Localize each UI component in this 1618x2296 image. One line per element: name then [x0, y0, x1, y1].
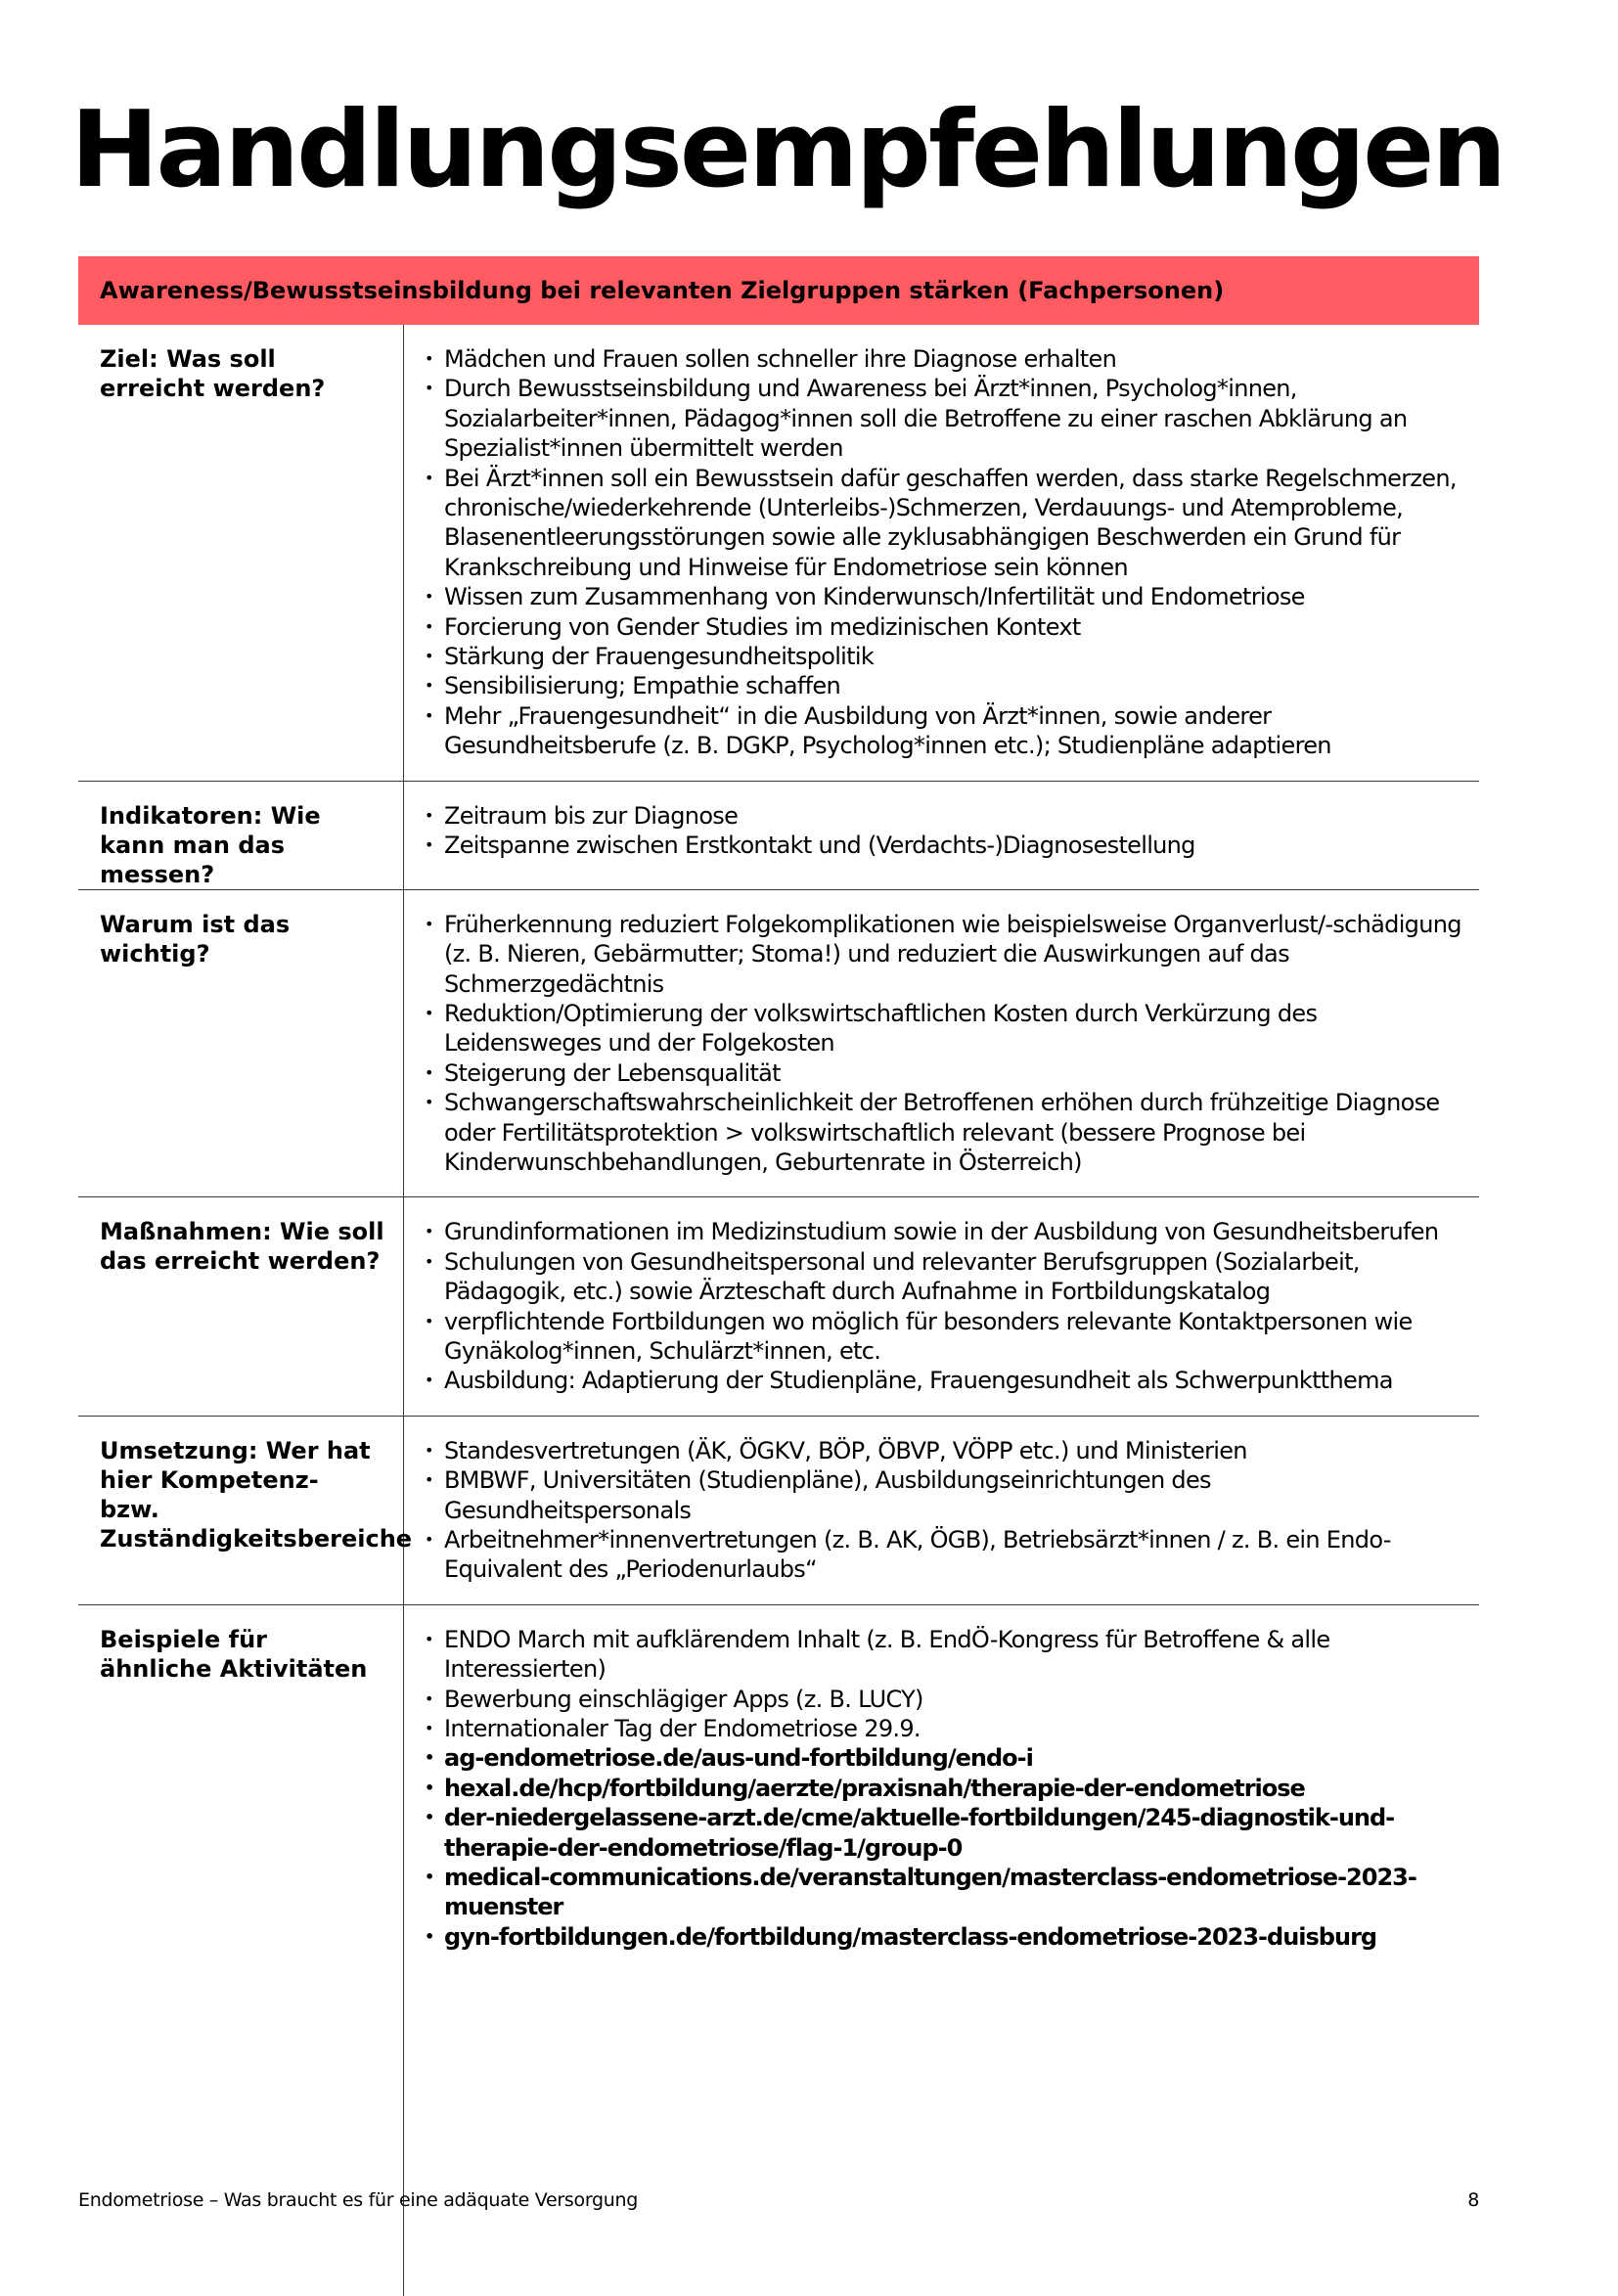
- bullet-list: [424, 1436, 1461, 1585]
- row-label: Ziel: Was soll erreicht werden?: [78, 325, 404, 781]
- table-row-warum: [78, 890, 1479, 1198]
- list-item: • Schulungen von Gesundheitspersonal und relevanter Berufsgruppen (Sozialarbeit, Pädagogik, etc.) sowie Ärzteschaft durch Aufnahme in Fortbildungskatalog: [424, 1247, 1461, 1307]
- bullet-list: [424, 1625, 1461, 1952]
- list-item: • Zeitraum bis zur Diagnose: [424, 801, 1461, 831]
- page-title: Handlungsempfehlungen: [70, 89, 1505, 211]
- row-label: Beispiele für ähnliche Aktivitäten: [78, 1605, 404, 2296]
- list-item: • Internationaler Tag der Endometriose 29.9.: [424, 1714, 1461, 1743]
- list-item: • Zeitspanne zwischen Erstkontakt und (Verdachts-)Diagnosestellung: [424, 831, 1461, 860]
- table-row-ziel: [78, 325, 1479, 782]
- list-item: • Mädchen und Frauen sollen schneller ihre Diagnose erhalten: [424, 344, 1461, 374]
- row-label: Indikatoren: Wie kann man das messen?: [78, 782, 404, 889]
- list-item: • Schwangerschaftswahrscheinlichkeit der Betroffenen erhöhen durch frühzeitige Diagnose oder Fertilitätsprotektion > volkswirtschaftlich relevant (bessere Prognose bei Kinderwunschbehandlungen, Geburtenrate in Österreich): [424, 1088, 1461, 1177]
- page-number: 8: [1467, 2189, 1479, 2211]
- list-item: • Mehr „Frauengesundheit“ in die Ausbildung von Ärzt*innen, sowie anderer Gesundheitsberufe (z. B. DGKP, Psycholog*innen etc.); Studienpläne adaptieren: [424, 701, 1461, 761]
- list-item: • Ausbildung: Adaptierung der Studienpläne, Frauengesundheit als Schwerpunktthema: [424, 1366, 1461, 1395]
- row-content: [404, 1417, 1479, 1604]
- row-content: [404, 782, 1479, 889]
- row-content: [404, 1197, 1479, 1415]
- list-item: • Früherkennung reduziert Folgekomplikationen wie beispielsweise Organverlust/-schädigung (z. B. Nieren, Gebärmutter; Stoma!) und reduziert die Auswirkungen auf das Schmerzgedächtnis: [424, 910, 1461, 999]
- list-item: • Wissen zum Zusammenhang von Kinderwunsch/Infertilität und Endometriose: [424, 582, 1461, 611]
- list-item: • Stärkung der Frauengesundheitspolitik: [424, 642, 1461, 671]
- row-label: Umsetzung: Wer hat hier Kompetenz- bzw. Zuständigkeitsbereiche: [78, 1417, 404, 1604]
- list-item: • BMBWF, Universitäten (Studienpläne), Ausbildungseinrichtungen des Gesundheitspersonals: [424, 1465, 1461, 1525]
- section-banner: Awareness/Bewusstseinsbildung bei relevanten Zielgruppen stärken (Fachpersonen): [78, 256, 1479, 325]
- page-footer: [78, 2189, 1479, 2211]
- list-item: • Grundinformationen im Medizinstudium sowie in der Ausbildung von Gesundheitsberufen: [424, 1217, 1461, 1246]
- table-row-umsetzung: [78, 1417, 1479, 1605]
- bullet-list: [424, 910, 1461, 1178]
- row-label: Warum ist das wichtig?: [78, 890, 404, 1197]
- list-item: • Forcierung von Gender Studies im medizinischen Kontext: [424, 612, 1461, 642]
- reference-link[interactable]: • der-niedergelassene-arzt.de/cme/aktuelle-fortbildungen/245-diagnostik-und-therapie-der-endometriose/flag-1/group-0: [424, 1803, 1461, 1863]
- reference-link[interactable]: • hexal.de/hcp/fortbildung/aerzte/praxisnah/therapie-der-endometriose: [424, 1774, 1461, 1803]
- bullet-list: [424, 801, 1461, 861]
- reference-link[interactable]: • medical-communications.de/veranstaltungen/masterclass-endometriose-2023-muenster: [424, 1863, 1461, 1922]
- bullet-list: [424, 344, 1461, 761]
- row-content: [404, 325, 1479, 781]
- footer-text: Endometriose – Was braucht es für eine adäquate Versorgung: [78, 2189, 638, 2211]
- list-item: • Durch Bewusstseinsbildung und Awareness bei Ärzt*innen, Psycholog*innen, Sozialarbeiter*innen, Pädagog*innen soll die Betroffene zu einer raschen Abklärung an Spezialist*innen übermittelt werden: [424, 374, 1461, 463]
- reference-link[interactable]: • gyn-fortbildungen.de/fortbildung/masterclass-endometriose-2023-duisburg: [424, 1922, 1461, 1952]
- list-item: • Standesvertretungen (ÄK, ÖGKV, BÖP, ÖBVP, VÖPP etc.) und Ministerien: [424, 1436, 1461, 1465]
- list-item: • verpflichtende Fortbildungen wo möglich für besonders relevante Kontaktpersonen wie Gynäkolog*innen, Schulärzt*innen, etc.: [424, 1307, 1461, 1367]
- table-row-indikatoren: [78, 782, 1479, 890]
- list-item: • ENDO March mit aufklärendem Inhalt (z. B. EndÖ-Kongress für Betroffene & alle Interessierten): [424, 1625, 1461, 1685]
- recommendation-table: [78, 325, 1479, 2296]
- list-item: • Bewerbung einschlägiger Apps (z. B. LUCY): [424, 1685, 1461, 1714]
- list-item: • Arbeitnehmer*innenvertretungen (z. B. AK, ÖGB), Betriebsärzt*innen / z. B. ein Endo-Equivalent des „Periodenurlaubs“: [424, 1525, 1461, 1585]
- row-content: [404, 890, 1479, 1197]
- row-label: Maßnahmen: Wie soll das erreicht werden?: [78, 1197, 404, 1415]
- table-row-massnahmen: [78, 1197, 1479, 1416]
- list-item: • Sensibilisierung; Empathie schaffen: [424, 671, 1461, 700]
- list-item: • Steigerung der Lebensqualität: [424, 1058, 1461, 1088]
- reference-link[interactable]: • ag-endometriose.de/aus-und-fortbildung/endo-i: [424, 1743, 1461, 1773]
- list-item: • Bei Ärzt*innen soll ein Bewusstsein dafür geschaffen werden, dass starke Regelschmerzen, chronische/wiederkehrende (Unterleibs-)Schmerzen, Verdauungs- und Atemprobleme, Blasenentleerungsstörungen sowie alle zyklusabhängigen Beschwerden ein Grund für Krankschreibung und Hinweise für Endometriose sein können: [424, 464, 1461, 583]
- list-item: • Reduktion/Optimierung der volkswirtschaftlichen Kosten durch Verkürzung des Leidensweges und der Folgekosten: [424, 999, 1461, 1058]
- bullet-list: [424, 1217, 1461, 1395]
